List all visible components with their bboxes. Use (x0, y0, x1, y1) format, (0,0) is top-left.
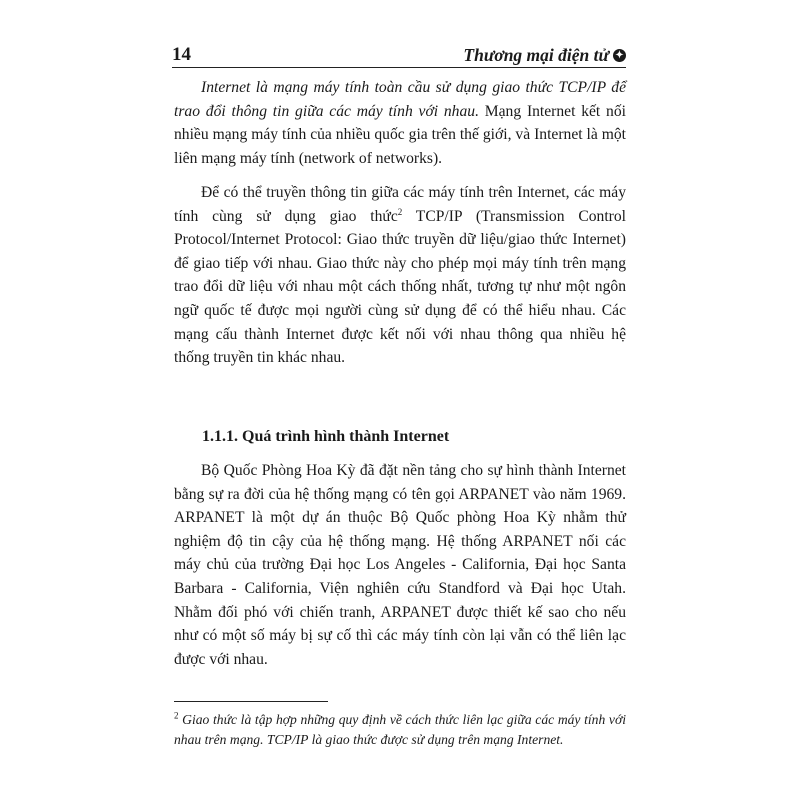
footnote-reference: 2 (397, 206, 403, 217)
footnote-divider (174, 701, 328, 702)
star-circle-icon: ✦ (613, 49, 626, 62)
footnote-marker: 2 (174, 710, 179, 721)
paragraph-2-text-end: TCP/IP (Transmission Control Protocol/Internet Protocol: Giao thức truyền dữ liệu/giao thức Internet) để giao tiếp với nhau. Giao thức này cho phép mọi máy tính trên mạng trao đổi dữ liệu với nhau một cách thống nhất, tương tự như một ngôn ngữ quốc tế được mọi người cùng sử dụng để có thể hiểu nhau. Các mạng cấu thành Internet được kết nối với nhau thông qua nhiều hệ thống truyền tin khác nhau. (174, 207, 626, 367)
footnote-text: Giao thức là tập hợp những quy định về cách thức liên lạc giữa các máy tính với nhau trên mạng. TCP/IP là giao thức được sử dụng trên mạng Internet. (174, 712, 626, 747)
running-title-text: Thương mại điện tử (463, 44, 609, 65)
section-heading: 1.1.1. Quá trình hình thành Internet (202, 428, 450, 445)
paragraph-3-text: Bộ Quốc Phòng Hoa Kỳ đã đặt nền tảng cho sự hình thành Internet bằng sự ra đời của hệ thống mạng có tên gọi ARPANET vào năm 1969. ARPANET là một dự án thuộc Bộ Quốc phòng Hoa Kỳ nhằm thử nghiệm độ tin cậy của hệ thống mạng. Hệ thống ARPANET nối các máy chủ của trường Đại học Los Angeles - California, Đại học Santa Barbara - California, Viện nghiên cứu Standford và Đại học Utah. Nhằm đối phó với chiến tranh, ARPANET được thiết kế sao cho nếu như có một số máy bị sự cố thì các máy tính còn lại vẫn có thể liên lạc được với nhau. (174, 462, 626, 668)
paragraph-2-text-start: Để có thể truyền thông tin giữa các máy tính trên Internet, các máy tính cùng sử dụng giao thức (174, 184, 626, 225)
paragraph-1 (174, 76, 626, 170)
running-title (463, 44, 626, 65)
paragraph-3 (174, 459, 626, 671)
footnote (174, 710, 626, 750)
paragraph-1-text: Mạng Internet kết nối nhiều mạng máy tính của nhiều quốc gia trên thế giới, và Internet là một liên mạng máy tính (network of networks). (174, 102, 626, 167)
paragraph-1-italic-definition: Internet là mạng máy tính toàn cầu sử dụng giao thức TCP/IP để trao đổi thông tin giữa các máy tính với nhau. (174, 79, 626, 120)
paragraph-2 (174, 181, 626, 370)
page-header (172, 38, 626, 68)
page-number: 14 (172, 44, 191, 65)
